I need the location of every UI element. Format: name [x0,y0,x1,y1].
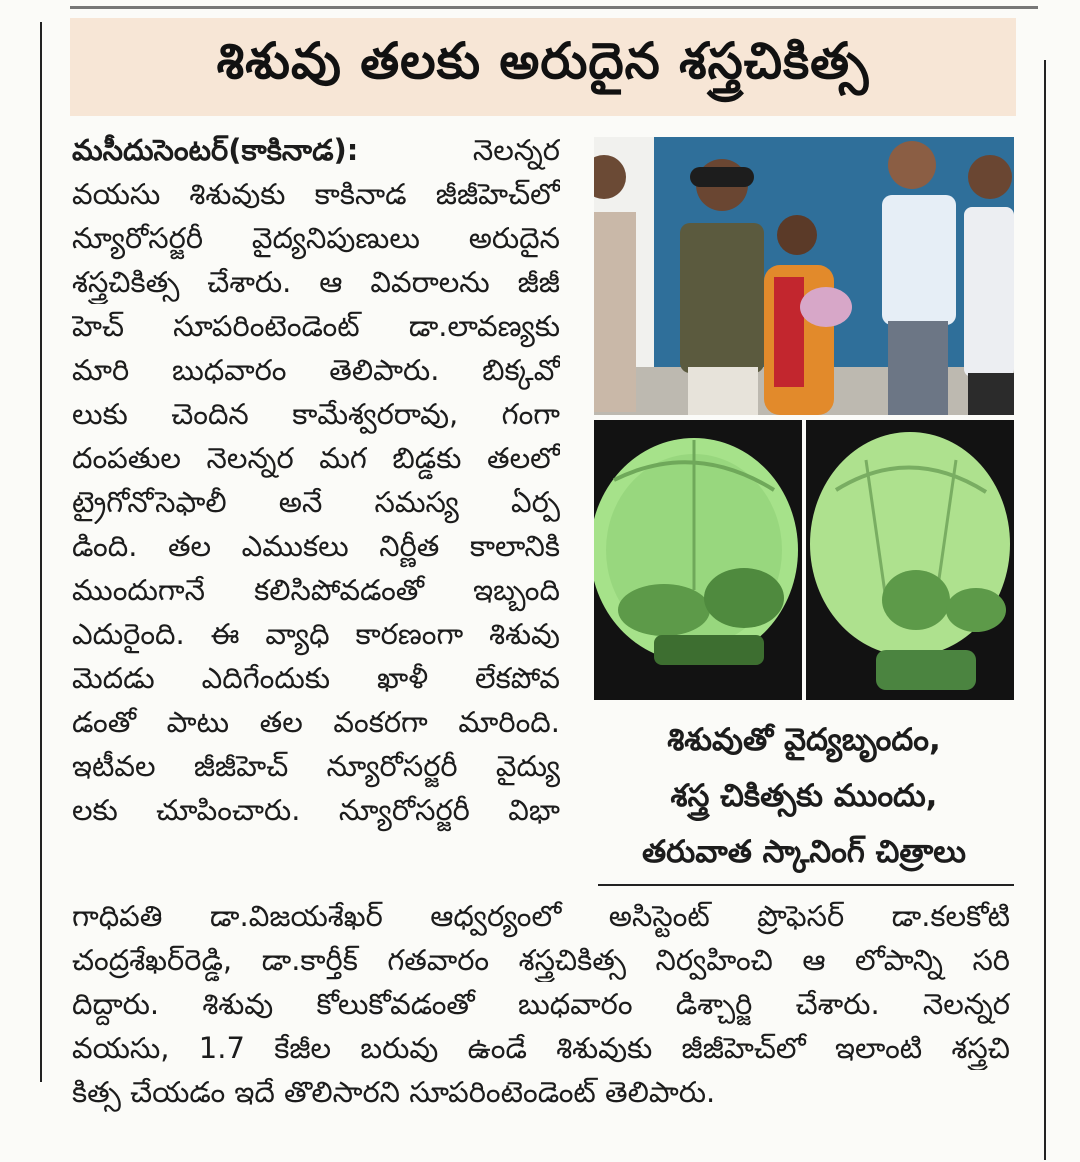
top-rule [70,6,1038,9]
article-line: డంతో పాటు తల వంకరగా మారింది. [72,705,560,739]
article-line: లుకు చెందిన కామేశ్వరరావు, గంగా [72,397,560,431]
dateline: మసీదుసెంటర్(కాకినాడ): [72,133,359,167]
article-line: దిద్దారు. శిశువు కోలుకోవడంతో బుధవారం డిశ్చార్జి చేశారు. నెలన్నర [72,987,1010,1021]
article-column [72,128,560,832]
article-line: ఇటీవల జీజీహెచ్ న్యూరోసర్జరీ వైద్యు [72,749,560,783]
caption-line: శిశువుతో వైద్యబృందం, [667,722,941,758]
article-line: గాధిపతి డా.విజయశేఖర్ ఆధ్వర్యంలో అసిస్టెంట్ ప్రొఫెసర్ డా.కలకోటి [72,899,1010,933]
article-line: న్యూరోసర్జరీ వైద్యనిపుణులు అరుదైన [72,221,560,255]
article-line: మెదడు ఎదిగేందుకు ఖాళీ లేకపోవ [72,661,560,695]
article-line: ట్రైగోనోసెఫాలీ అనే సమస్య ఏర్ప [72,485,560,519]
article-line: వయసు, 1.7 కేజీల బరువు ఉండే శిశువుకు జీజీహెచ్‌లో ఇలాంటి శస్త్రచి [72,1031,1010,1065]
article-line: ఎదురైంది. ఈ వ్యాధి కారణంగా శిశువు [72,617,560,651]
headline-band [70,18,1016,116]
article-line: కిత్స చేయడం ఇదే తొలిసారని సూపరింటెండెంట్ తెలిపారు. [72,1075,716,1109]
article-line: హెచ్ సూపరింటెండెంట్ డా.లావణ్యకు [72,309,560,343]
ct-scan-before [594,420,802,700]
photo-caption [596,712,1012,880]
caption-line: తరువాత స్కానింగ్ చిత్రాలు [641,834,967,870]
article-line: డింది. తల ఎముకలు నిర్ణీత కాలానికి [72,529,560,563]
article-line: శస్త్రచికిత్స చేశారు. ఆ వివరాలను జీజీ [72,265,560,299]
ct-scan-after [806,420,1014,700]
article-line: చంద్రశేఖర్‌రెడ్డి, డా.కార్తీక్ గతవారం శస్త్రచికిత్స నిర్వహించి ఆ లోపాన్ని సరి [72,943,1010,977]
article-continuation [72,894,1010,1114]
article-line: ముందుగానే కలిసిపోవడంతో ఇబ్బంది [72,573,560,607]
right-column-rule [1044,60,1046,1160]
team-photo [594,137,1014,415]
headline: శిశువు తలకు అరుదైన శస్త్రచికిత్స [216,31,870,90]
article-line: నెలన్నర [472,133,560,167]
article-line: దంపతుల నెలన్నర మగ బిడ్డకు తలలో [72,441,560,475]
article-line: వయసు శిశువుకు కాకినాడ జీజీహెచ్‌లో [72,177,560,211]
left-column-rule [40,22,42,1082]
first-line [72,128,560,172]
caption-rule [598,884,1014,886]
article-line: మారి బుధవారం తెలిపారు. బిక్కవో [72,353,560,387]
article-line: లకు చూపించారు. న్యూరోసర్జరీ విభా [72,793,560,827]
caption-line: శస్త్ర చికిత్సకు ముందు, [670,778,938,814]
